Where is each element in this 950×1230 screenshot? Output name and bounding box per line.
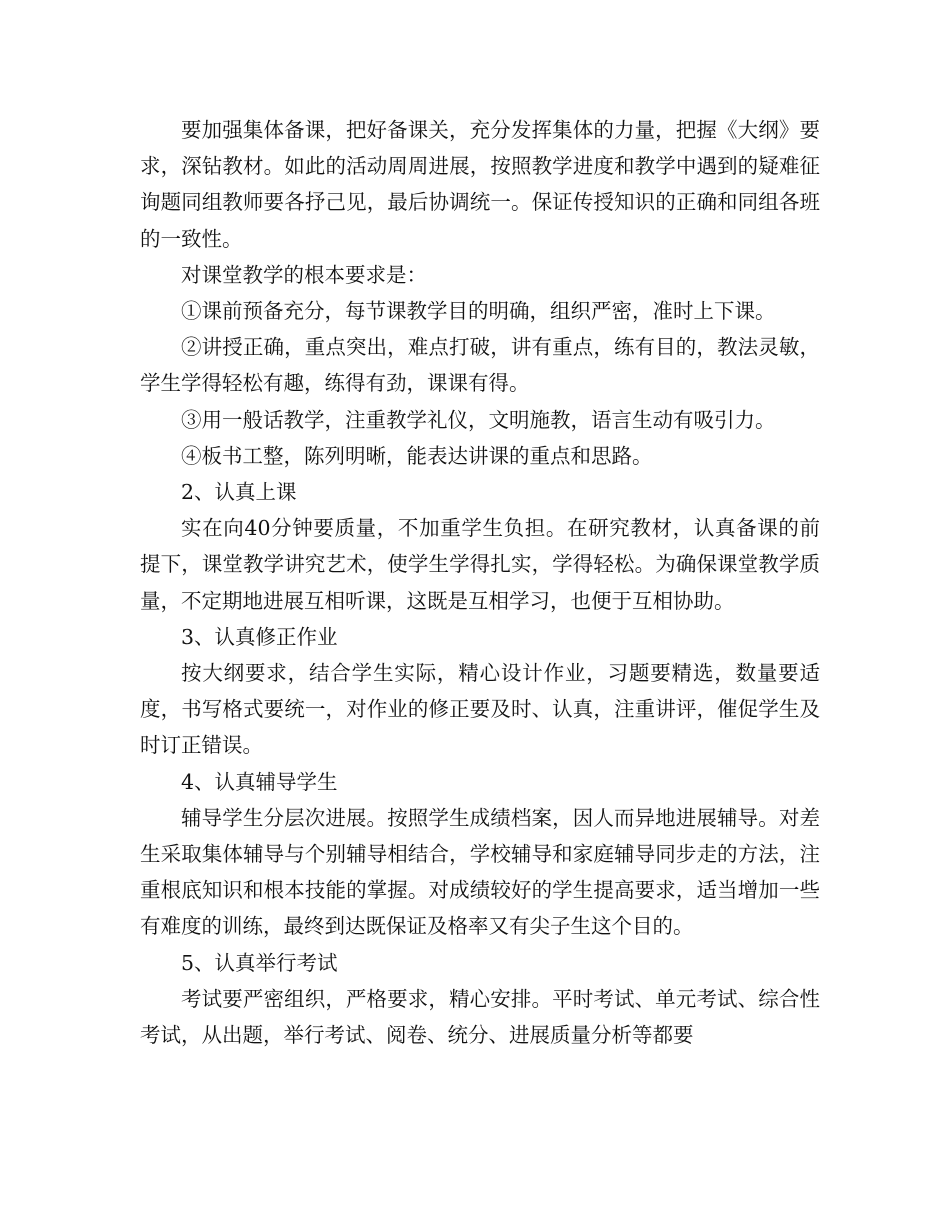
section-heading-5: 5、认真举行考试: [181, 950, 338, 975]
paragraph-section-4: 辅导学生分层次进展。按照学生成绩档案，因人而异地进展辅导。对差生采取集体辅导与个别辅导相结合，学校辅导和家庭辅导同步走的方法，注重根底知识和根本技能的掌握。对成绩较好的学生提高要求，适当增加一些有难度的训练，最终到达既保证及格率又有尖子生这个目的。: [140, 805, 820, 939]
paragraph-classroom-requirements-intro: 对课堂教学的根本要求是：: [181, 262, 427, 287]
paragraph-section-5: 考试要严密组织，严格要求，精心安排。平时考试、单元考试、综合性考试，从出题，举行考试、阅卷、统分、进展质量分析等都要: [140, 986, 820, 1048]
section-heading-3: 3、认真修正作业: [181, 624, 338, 649]
paragraph-section-3: 按大纲要求，结合学生实际，精心设计作业，习题要精选，数量要适度，书写格式要统一，对作业的修正要及时、认真，注重讲评，催促学生及时订正错误。: [140, 661, 820, 758]
paragraph-requirement-4: ④板书工整，陈列明晰，能表达讲课的重点和思路。: [181, 443, 653, 468]
paragraph-requirement-1: ①课前预备充分，每节课教学目的明确，组织严密，准时上下课。: [181, 299, 776, 324]
section-heading-2: 2、认真上课: [181, 480, 297, 505]
paragraph-requirement-3: ③用一般话教学，注重教学礼仪，文明施教，语言生动有吸引力。: [181, 407, 776, 432]
section-heading-4: 4、认真辅导学生: [181, 769, 338, 794]
document-body: [140, 112, 820, 1053]
paragraph-section-2: 实在向40分钟要质量，不加重学生负担。在研究教材，认真备课的前提下，课堂教学讲究艺术，使学生学得扎实，学得轻松。为确保课堂教学质量，不定期地进展互相听课，这既是互相学习，也便于互相协助。: [140, 516, 820, 613]
paragraph-collective-lesson-prep: 要加强集体备课，把好备课关，充分发挥集体的力量，把握《大纲》要求，深钻教材。如此的活动周周进展，按照教学进度和教学中遇到的疑难征询题同组教师要各抒己见，最后协调统一。保证传授知识的正确和同组各班的一致性。: [140, 118, 820, 251]
paragraph-requirement-2: ②讲授正确，重点突出，难点打破，讲有重点，练有目的，教法灵敏，学生学得轻松有趣，练得有劲，课课有得。: [140, 335, 820, 396]
